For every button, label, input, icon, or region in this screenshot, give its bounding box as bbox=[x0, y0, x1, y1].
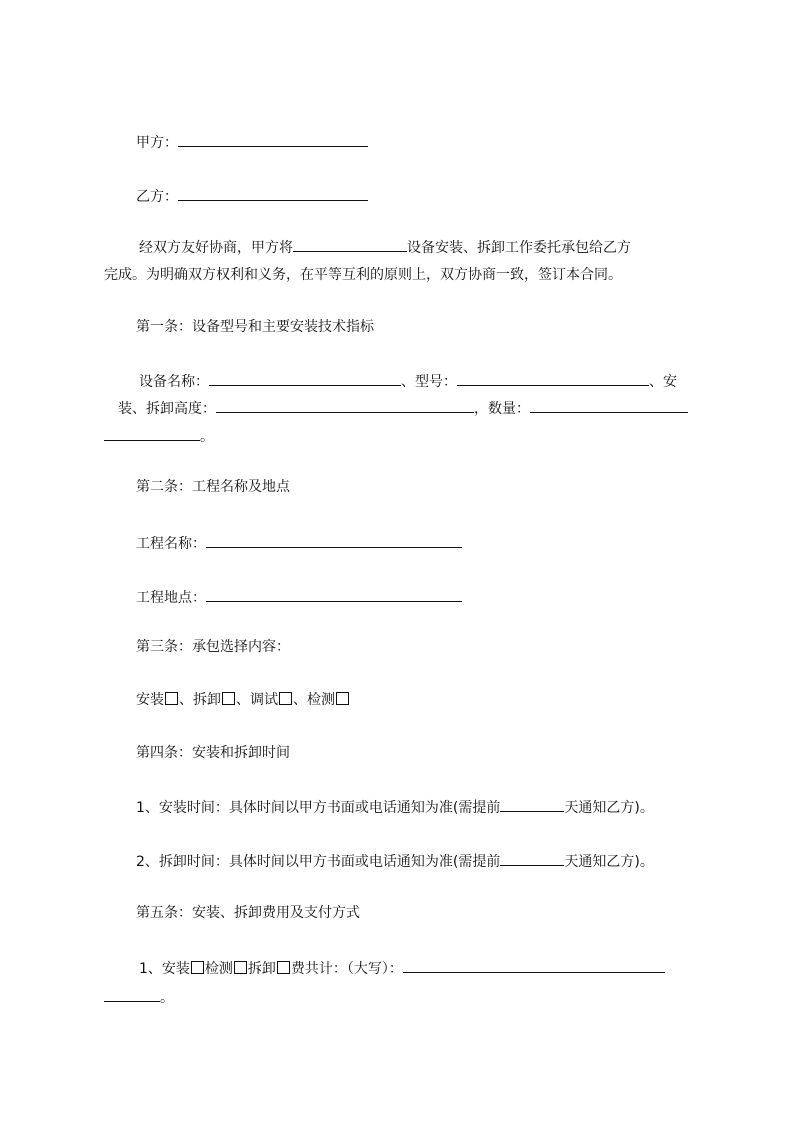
quantity-blank-2[interactable] bbox=[104, 425, 200, 441]
model-label: 、型号： bbox=[401, 374, 457, 390]
install-time-line bbox=[136, 796, 705, 818]
article5-title bbox=[136, 903, 705, 923]
article1-title bbox=[136, 317, 705, 337]
equipment-blank[interactable] bbox=[293, 236, 407, 252]
height-blank[interactable] bbox=[216, 397, 474, 413]
article2-title-text: 第二条：工程名称及地点 bbox=[136, 479, 290, 495]
article2-title bbox=[136, 477, 705, 497]
article3-title-text: 第三条：承包选择内容： bbox=[136, 639, 290, 655]
fee-install-label: 1、安装 bbox=[139, 961, 190, 977]
article1-title-text: 第一条：设备型号和主要安装技术指标 bbox=[136, 319, 374, 335]
install-prefix: 、安 bbox=[649, 374, 677, 390]
intro-text-2: 设备安装、拆卸工作委托承包给乙方 bbox=[407, 240, 631, 256]
fee-inspect-label: 检测 bbox=[204, 961, 233, 977]
opt-dismantle-label: 、拆卸 bbox=[179, 692, 221, 708]
party-b-line bbox=[136, 185, 705, 207]
inspect-checkbox[interactable] bbox=[336, 692, 349, 705]
article1-line-2 bbox=[118, 397, 705, 419]
article4-title-text: 第四条：安装和拆卸时间 bbox=[136, 745, 290, 761]
device-name-blank[interactable] bbox=[209, 370, 401, 386]
dismantle-time-line bbox=[136, 850, 705, 872]
install-checkbox[interactable] bbox=[165, 692, 178, 705]
project-site-label: 工程地点： bbox=[136, 590, 206, 606]
dismantle-time-end: 天通知乙方)。 bbox=[564, 854, 654, 870]
fee-dismantle-checkbox[interactable] bbox=[277, 961, 290, 974]
article1-line-1 bbox=[139, 370, 705, 392]
opt-debug-label: 、调试 bbox=[236, 692, 278, 708]
fee-line-2 bbox=[104, 986, 705, 1008]
article3-title bbox=[136, 637, 705, 657]
party-a-label: 甲方： bbox=[136, 135, 178, 151]
project-name-line bbox=[136, 532, 705, 554]
debug-checkbox[interactable] bbox=[279, 692, 292, 705]
project-name-label: 工程名称： bbox=[136, 536, 206, 552]
install-time-end: 天通知乙方)。 bbox=[564, 800, 654, 816]
dismantle-checkbox[interactable] bbox=[222, 692, 235, 705]
dismantle-notice-days-blank[interactable] bbox=[500, 850, 564, 866]
party-b-label: 乙方： bbox=[136, 189, 178, 205]
opt-install-label: 安装 bbox=[136, 692, 164, 708]
fee-dismantle-label: 拆卸 bbox=[247, 961, 276, 977]
party-a-blank[interactable] bbox=[178, 131, 368, 147]
fee-amount-blank-1[interactable] bbox=[403, 957, 665, 973]
intro-text-3: 完成。为明确双方权利和义务，在平等互利的原则上，双方协商一致，签订本合同。 bbox=[104, 267, 622, 283]
fee-total-label: 费共计：（大写）： bbox=[290, 961, 403, 977]
article1-end: 。 bbox=[200, 429, 214, 445]
article5-title-text: 第五条：安装、拆卸费用及支付方式 bbox=[136, 905, 360, 921]
scope-options bbox=[136, 690, 705, 710]
party-a-line bbox=[136, 131, 705, 153]
fee-inspect-checkbox[interactable] bbox=[234, 961, 247, 974]
opt-inspect-label: 、检测 bbox=[293, 692, 335, 708]
intro-line-2 bbox=[104, 265, 705, 285]
article4-title bbox=[136, 743, 705, 763]
fee-line-1 bbox=[139, 957, 705, 979]
height-label: 装、拆卸高度： bbox=[118, 401, 216, 417]
project-name-blank[interactable] bbox=[206, 532, 462, 548]
fee-amount-blank-2[interactable] bbox=[104, 986, 160, 1002]
quantity-blank-1[interactable] bbox=[530, 397, 688, 413]
install-notice-days-blank[interactable] bbox=[500, 796, 564, 812]
project-site-blank[interactable] bbox=[206, 586, 462, 602]
device-name-label: 设备名称： bbox=[139, 374, 209, 390]
intro-line-1 bbox=[139, 236, 705, 258]
dismantle-time-text: 2、拆卸时间：具体时间以甲方书面或电话通知为准(需提前 bbox=[136, 854, 501, 870]
party-b-blank[interactable] bbox=[178, 185, 368, 201]
quantity-label: ，数量： bbox=[474, 401, 530, 417]
intro-text-1: 经双方友好协商，甲方将 bbox=[139, 240, 293, 256]
article1-line-3 bbox=[104, 425, 705, 447]
fee-end: 。 bbox=[160, 990, 174, 1006]
install-time-text: 1、安装时间：具体时间以甲方书面或电话通知为准(需提前 bbox=[136, 800, 501, 816]
model-blank[interactable] bbox=[457, 370, 649, 386]
fee-install-checkbox[interactable] bbox=[191, 961, 204, 974]
project-site-line bbox=[136, 586, 705, 608]
